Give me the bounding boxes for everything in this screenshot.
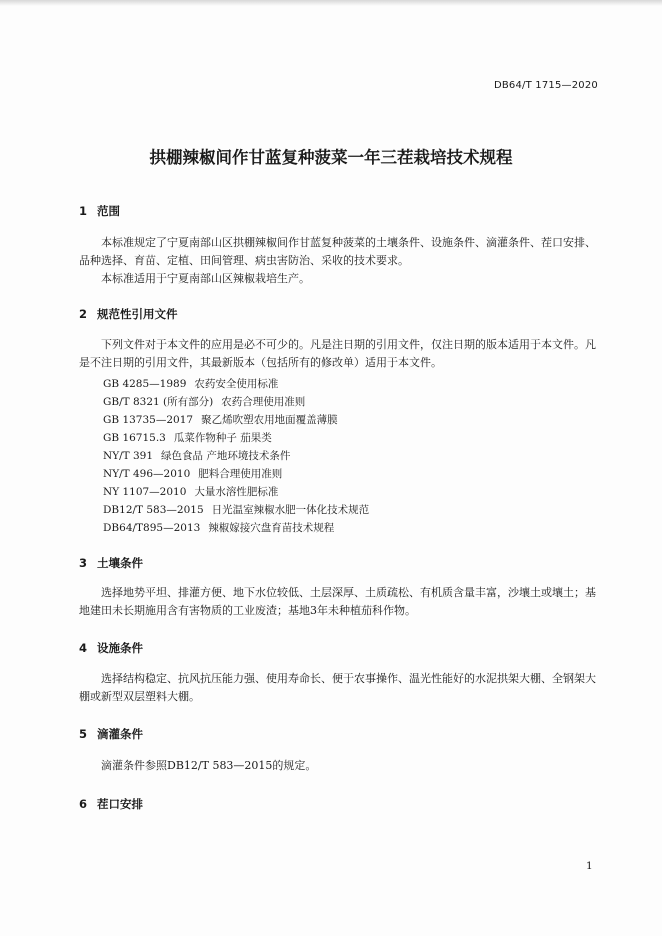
document-title: 拱棚辣椒间作甘蓝复种菠菜一年三茬栽培技术规程	[149, 148, 513, 167]
scan-edge	[0, 0, 662, 6]
section-heading: 1 范围	[79, 204, 120, 218]
paragraph: 本标准适用于宁夏南部山区辣椒栽培生产。	[101, 272, 310, 285]
reference-item: GB 13735—2017 聚乙烯吹塑农用地面覆盖薄膜	[103, 414, 338, 426]
reference-item: NY 1107—2010 大量水溶性肥标准	[103, 486, 279, 498]
section-heading: 4 设施条件	[79, 641, 143, 655]
standard-code: DB64/T 1715—2020	[493, 80, 598, 91]
reference-item: GB 16715.3 瓜菜作物种子 茄果类	[103, 432, 272, 444]
reference-item: NY/T 391 绿色食品 产地环境技术条件	[103, 450, 291, 462]
reference-item: GB 4285—1989 农药安全使用标准	[103, 378, 279, 390]
paragraph: 滴灌条件参照DB12/T 583—2015的规定。	[101, 759, 317, 772]
reference-item: DB64/T895—2013 辣椒嫁接穴盘育苗技术规程	[103, 522, 335, 534]
section-heading: 5 滴灌条件	[79, 727, 143, 741]
reference-item: DB12/T 583—2015 日光温室辣椒水肥一体化技术规范	[103, 504, 370, 516]
reference-item: NY/T 496—2010 肥料合理使用准则	[103, 468, 283, 480]
section-heading: 2 规范性引用文件	[79, 307, 178, 321]
paragraph: 选择地势平坦、排灌方便、地下水位较低、土层深厚、土质疏松、有机质含量丰富，沙壤土或壤土；基地建田未长期施用含有害物质的工业废渣；基地3年未种植茄科作物。	[79, 586, 596, 617]
paragraph: 本标准规定了宁夏南部山区拱棚辣椒间作甘蓝复种菠菜的土壤条件、设施条件、滴灌条件、茬口安排、品种选择、育苗、定植、田间管理、病虫害防治、采收的技术要求。	[79, 236, 596, 267]
section-heading: 3 土壤条件	[79, 556, 143, 570]
section-heading: 6 茬口安排	[79, 797, 143, 811]
paragraph: 下列文件对于本文件的应用是必不可少的。凡是注日期的引用文件，仅注日期的版本适用于本文件。凡是不注日期的引用文件，其最新版本（包括所有的修改单）适用于本文件。	[79, 338, 596, 369]
page-number: 1	[586, 860, 593, 872]
paragraph: 选择结构稳定、抗风抗压能力强、使用寿命长、便于农事操作、温光性能好的水泥拱架大棚、全钢架大棚或新型双层塑料大棚。	[79, 672, 596, 703]
reference-item: GB/T 8321 (所有部分) 农药合理使用准则	[103, 396, 306, 408]
